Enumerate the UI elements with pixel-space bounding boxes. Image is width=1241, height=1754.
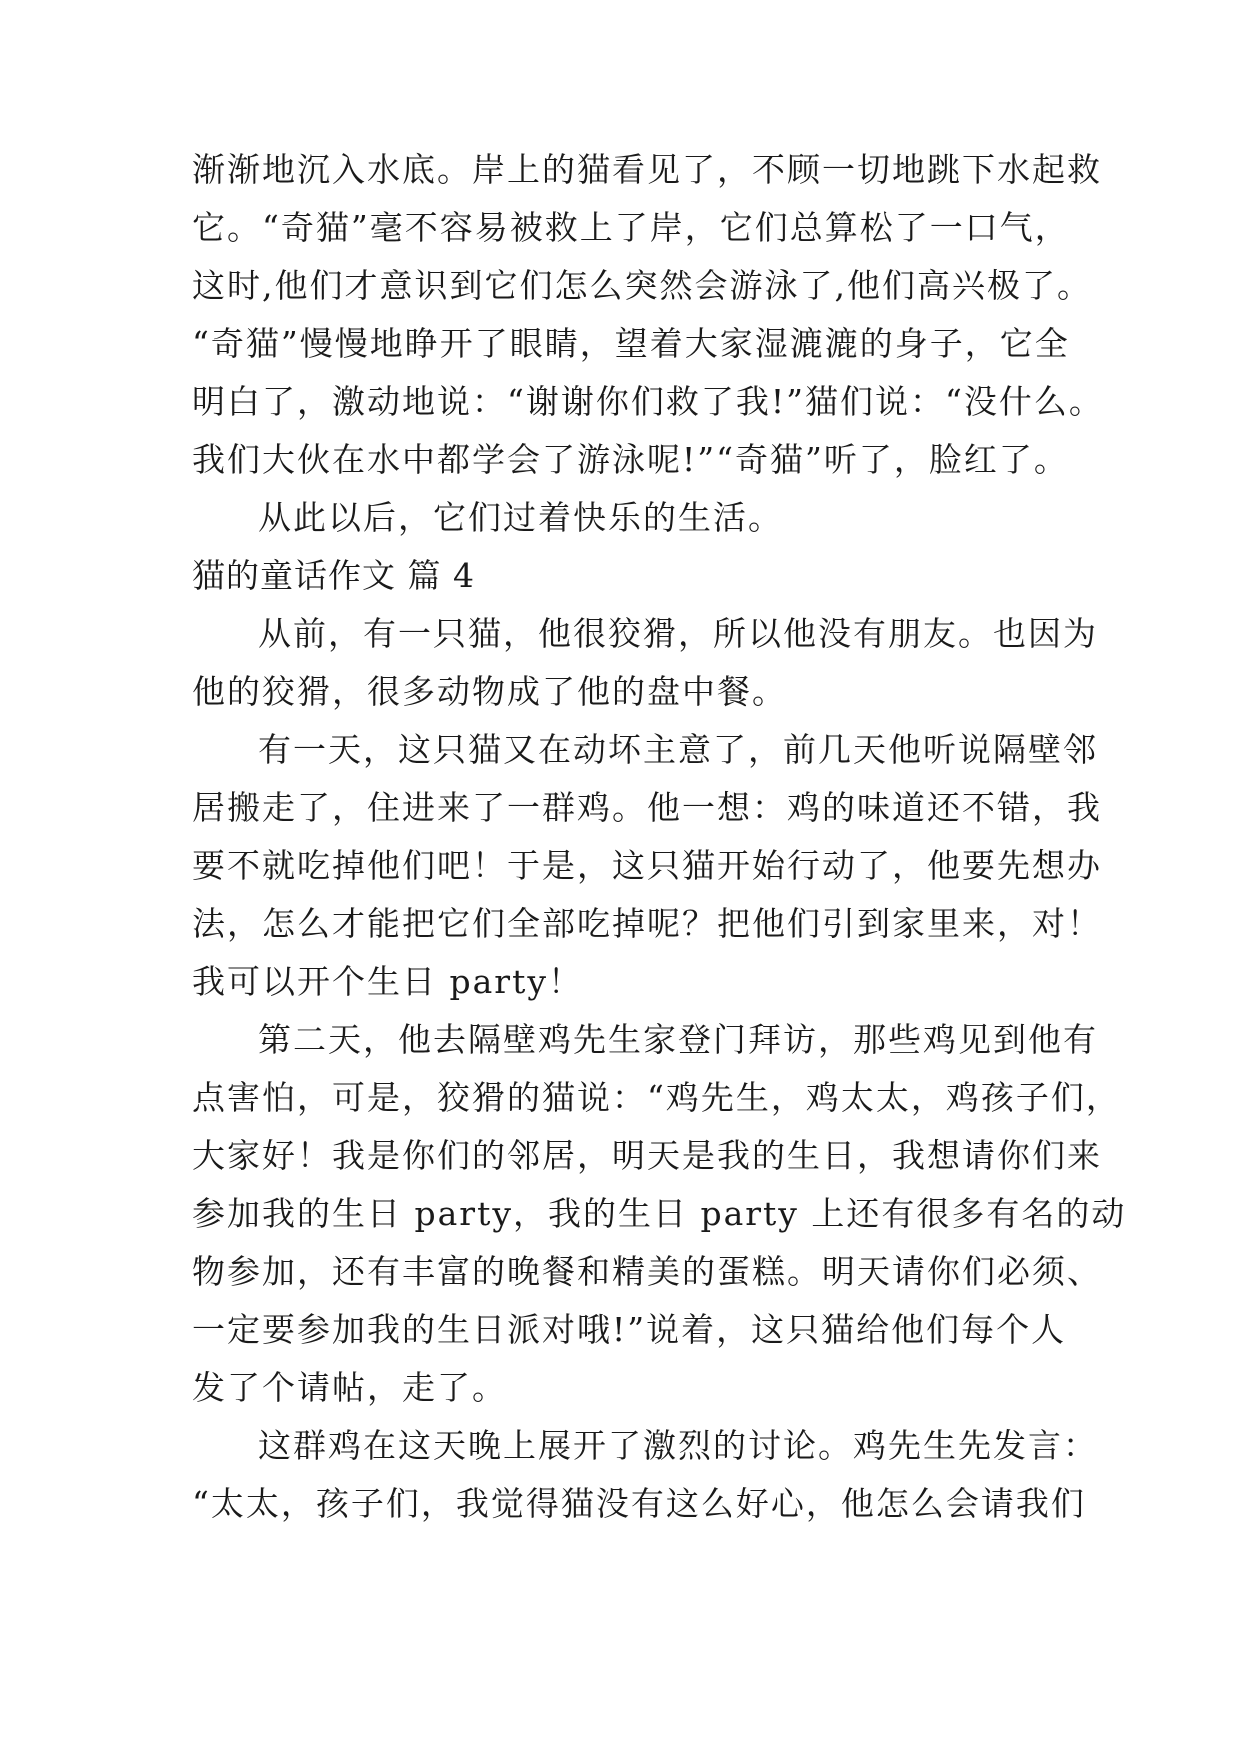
paragraph-line: 从前，有一只猫，他很狡猾，所以他没有朋友。也因为 xyxy=(258,614,1098,653)
paragraph-line: 参加我的生日 party，我的生日 party 上还有很多有名的动 xyxy=(192,1194,1127,1233)
paragraph-line: 这群鸡在这天晚上展开了激烈的讨论。鸡先生先发言： xyxy=(258,1426,1098,1465)
paragraph-line: 这时,他们才意识到它们怎么突然会游泳了,他们高兴极了。 xyxy=(192,266,1092,305)
paragraph-line: 大家好！我是你们的邻居，明天是我的生日，我想请你们来 xyxy=(192,1136,1102,1175)
paragraph-line: 第二天，他去隔壁鸡先生家登门拜访，那些鸡见到他有 xyxy=(258,1020,1098,1059)
paragraph-line: 它。“奇猫”毫不容易被救上了岸，它们总算松了一口气， xyxy=(192,208,1070,247)
paragraph-line: 物参加，还有丰富的晚餐和精美的蛋糕。明天请你们必须、 xyxy=(192,1252,1102,1291)
paragraph-line: 一定要参加我的生日派对哦!”说着，这只猫给他们每个人 xyxy=(192,1310,1067,1349)
paragraph-line: “奇猫”慢慢地睁开了眼睛，望着大家湿漉漉的身子，它全 xyxy=(192,324,1070,363)
paragraph-line: 发了个请帖，走了。 xyxy=(192,1368,507,1407)
paragraph-line: 他的狡猾，很多动物成了他的盘中餐。 xyxy=(192,672,787,711)
paragraph-line: 居搬走了，住进来了一群鸡。他一想：鸡的味道还不错，我 xyxy=(192,788,1102,827)
paragraph-line: 有一天，这只猫又在动坏主意了，前几天他听说隔壁邻 xyxy=(258,730,1098,769)
paragraph-line: 明白了，激动地说：“谢谢你们救了我!”猫们说：“没什么。 xyxy=(192,382,1104,421)
section-heading: 猫的童话作文 篇 4 xyxy=(192,556,475,595)
paragraph-line: 我们大伙在水中都学会了游泳呢!”“奇猫”听了，脸红了。 xyxy=(192,440,1069,479)
paragraph-line: 要不就吃掉他们吧！于是，这只猫开始行动了，他要先想办 xyxy=(192,846,1102,885)
paragraph-line: 渐渐地沉入水底。岸上的猫看见了，不顾一切地跳下水起救 xyxy=(192,150,1102,189)
paragraph-line: 点害怕，可是，狡猾的猫说：“鸡先生，鸡太太，鸡孩子们， xyxy=(192,1078,1121,1117)
paragraph-line: 我可以开个生日 party！ xyxy=(192,962,583,1001)
paragraph-line: “太太，孩子们，我觉得猫没有这么好心，他怎么会请我们 xyxy=(192,1484,1086,1523)
paragraph-line: 法，怎么才能把它们全部吃掉呢？把他们引到家里来，对！ xyxy=(192,904,1102,943)
paragraph-line: 从此以后，它们过着快乐的生活。 xyxy=(258,498,783,537)
